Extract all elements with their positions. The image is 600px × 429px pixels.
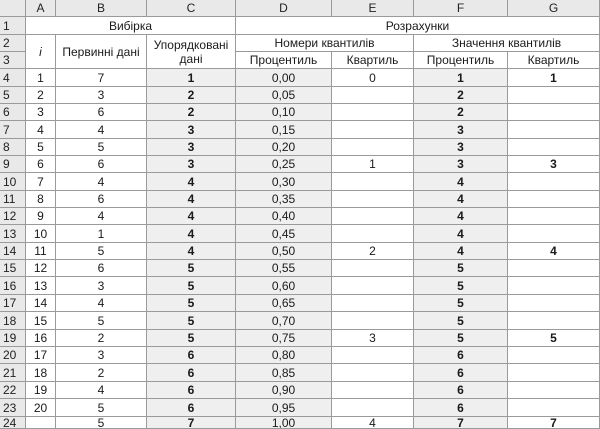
row-header-23[interactable]: 23 [0,399,26,417]
cell-E17[interactable] [332,295,414,312]
cell-D20[interactable]: 0,80 [236,347,332,364]
cell-C24[interactable]: 7 [147,417,236,429]
cell-E21[interactable] [332,364,414,382]
cell-B7[interactable]: 4 [56,121,147,139]
cell-C16[interactable]: 5 [147,277,236,295]
cell-B21[interactable]: 2 [56,364,147,382]
cell-A24[interactable] [26,417,56,429]
cell-G10[interactable] [508,173,600,191]
cell-A20[interactable]: 17 [26,347,56,364]
header-ordered-data[interactable]: Упорядковані дані [147,35,236,69]
cell-A16[interactable]: 13 [26,277,56,295]
cell-B6[interactable]: 6 [56,104,147,121]
cell-G5[interactable] [508,87,600,104]
row-header-7[interactable]: 7 [0,121,26,139]
row-header-6[interactable]: 6 [0,104,26,121]
cell-C22[interactable]: 6 [147,382,236,399]
cell-B19[interactable]: 2 [56,330,147,347]
row-header-1[interactable]: 1 [0,17,26,35]
cell-G23[interactable] [508,399,600,417]
cell-D15[interactable]: 0,55 [236,260,332,277]
cell-G20[interactable] [508,347,600,364]
header-percentile-number[interactable]: Процентиль [236,52,332,69]
row-header-13[interactable]: 13 [0,225,26,243]
cell-B20[interactable]: 3 [56,347,147,364]
cell-F20[interactable]: 6 [414,347,508,364]
cell-A12[interactable]: 9 [26,208,56,225]
cell-E13[interactable] [332,225,414,243]
cell-F9[interactable]: 3 [414,156,508,173]
row-header-5[interactable]: 5 [0,87,26,104]
cell-G9[interactable]: 3 [508,156,600,173]
row-header-14[interactable]: 14 [0,243,26,260]
cell-G11[interactable] [508,191,600,208]
cell-G14[interactable]: 4 [508,243,600,260]
column-header-D[interactable]: D [236,0,332,17]
cell-B13[interactable]: 1 [56,225,147,243]
cell-C5[interactable]: 2 [147,87,236,104]
cell-D22[interactable]: 0,90 [236,382,332,399]
cell-F16[interactable]: 5 [414,277,508,295]
header-primary-data[interactable]: Первинні дані [56,35,147,69]
row-header-9[interactable]: 9 [0,156,26,173]
cell-E23[interactable] [332,399,414,417]
cell-F10[interactable]: 4 [414,173,508,191]
cell-A23[interactable]: 20 [26,399,56,417]
column-header-E[interactable]: E [332,0,414,17]
cell-B15[interactable]: 6 [56,260,147,277]
cell-F12[interactable]: 4 [414,208,508,225]
cell-A14[interactable]: 11 [26,243,56,260]
cell-C11[interactable]: 4 [147,191,236,208]
cell-F14[interactable]: 4 [414,243,508,260]
cell-A9[interactable]: 6 [26,156,56,173]
row-header-19[interactable]: 19 [0,330,26,347]
row-header-21[interactable]: 21 [0,364,26,382]
cell-C17[interactable]: 5 [147,295,236,312]
column-header-B[interactable]: B [56,0,147,17]
cell-D6[interactable]: 0,10 [236,104,332,121]
column-header-F[interactable]: F [414,0,508,17]
cell-C21[interactable]: 6 [147,364,236,382]
cell-F24[interactable]: 7 [414,417,508,429]
cell-B5[interactable]: 3 [56,87,147,104]
row-header-24[interactable]: 24 [0,417,26,429]
cell-C8[interactable]: 3 [147,139,236,156]
header-i[interactable]: i [26,35,56,69]
cell-E14[interactable]: 2 [332,243,414,260]
cell-A18[interactable]: 15 [26,312,56,330]
row-header-2[interactable]: 2 [0,35,26,52]
cell-D8[interactable]: 0,20 [236,139,332,156]
cell-F18[interactable]: 5 [414,312,508,330]
row-header-17[interactable]: 17 [0,295,26,312]
cell-A22[interactable]: 19 [26,382,56,399]
cell-E6[interactable] [332,104,414,121]
cell-E10[interactable] [332,173,414,191]
cell-C20[interactable]: 6 [147,347,236,364]
header-quantile-values[interactable]: Значення квантилів [414,35,600,52]
cell-F7[interactable]: 3 [414,121,508,139]
cell-E24[interactable]: 4 [332,417,414,429]
cell-E4[interactable]: 0 [332,69,414,87]
cell-D10[interactable]: 0,30 [236,173,332,191]
cell-F11[interactable]: 4 [414,191,508,208]
cell-B18[interactable]: 5 [56,312,147,330]
cell-C14[interactable]: 4 [147,243,236,260]
cell-F22[interactable]: 6 [414,382,508,399]
cell-D17[interactable]: 0,65 [236,295,332,312]
cell-B17[interactable]: 4 [56,295,147,312]
cell-A13[interactable]: 10 [26,225,56,243]
cell-G6[interactable] [508,104,600,121]
cell-G8[interactable] [508,139,600,156]
row-header-20[interactable]: 20 [0,347,26,364]
cell-A8[interactable]: 5 [26,139,56,156]
cell-D21[interactable]: 0,85 [236,364,332,382]
cell-E9[interactable]: 1 [332,156,414,173]
header-quartile-number[interactable]: Квартиль [332,52,414,69]
header-quartile-value[interactable]: Квартиль [508,52,600,69]
cell-B10[interactable]: 4 [56,173,147,191]
cell-G7[interactable] [508,121,600,139]
cell-D23[interactable]: 0,95 [236,399,332,417]
cell-G12[interactable] [508,208,600,225]
cell-E7[interactable] [332,121,414,139]
cell-A10[interactable]: 7 [26,173,56,191]
row-header-3[interactable]: 3 [0,52,26,69]
header-calculations[interactable]: Розрахунки [236,17,600,35]
cell-F5[interactable]: 2 [414,87,508,104]
cell-G4[interactable]: 1 [508,69,600,87]
cell-D11[interactable]: 0,35 [236,191,332,208]
cell-F23[interactable]: 6 [414,399,508,417]
cell-D12[interactable]: 0,40 [236,208,332,225]
row-header-18[interactable]: 18 [0,312,26,330]
cell-A15[interactable]: 12 [26,260,56,277]
cell-D14[interactable]: 0,50 [236,243,332,260]
cell-D4[interactable]: 0,00 [236,69,332,87]
cell-D9[interactable]: 0,25 [236,156,332,173]
cell-G19[interactable]: 5 [508,330,600,347]
cell-C4[interactable]: 1 [147,69,236,87]
cell-D24[interactable]: 1,00 [236,417,332,429]
row-header-11[interactable]: 11 [0,191,26,208]
cell-B22[interactable]: 4 [56,382,147,399]
cell-C6[interactable]: 2 [147,104,236,121]
cell-F17[interactable]: 5 [414,295,508,312]
cell-F8[interactable]: 3 [414,139,508,156]
cell-A11[interactable]: 8 [26,191,56,208]
cell-A5[interactable]: 2 [26,87,56,104]
cell-G13[interactable] [508,225,600,243]
cell-B12[interactable]: 4 [56,208,147,225]
cell-B14[interactable]: 5 [56,243,147,260]
cell-E20[interactable] [332,347,414,364]
cell-B4[interactable]: 7 [56,69,147,87]
row-header-15[interactable]: 15 [0,260,26,277]
header-quantile-numbers[interactable]: Номери квантилів [236,35,414,52]
cell-D18[interactable]: 0,70 [236,312,332,330]
row-header-16[interactable]: 16 [0,277,26,295]
cell-B9[interactable]: 6 [56,156,147,173]
cell-E8[interactable] [332,139,414,156]
header-sample[interactable]: Вибірка [26,17,236,35]
column-header-C[interactable]: C [147,0,236,17]
cell-A17[interactable]: 14 [26,295,56,312]
cell-B8[interactable]: 5 [56,139,147,156]
cell-E15[interactable] [332,260,414,277]
cell-G17[interactable] [508,295,600,312]
cell-C23[interactable]: 6 [147,399,236,417]
cell-F13[interactable]: 4 [414,225,508,243]
cell-G16[interactable] [508,277,600,295]
cell-E5[interactable] [332,87,414,104]
cell-C9[interactable]: 3 [147,156,236,173]
cell-E22[interactable] [332,382,414,399]
cell-C10[interactable]: 4 [147,173,236,191]
cell-C7[interactable]: 3 [147,121,236,139]
row-header-12[interactable]: 12 [0,208,26,225]
column-header-G[interactable]: G [508,0,600,17]
cell-C19[interactable]: 5 [147,330,236,347]
cell-B24[interactable]: 5 [56,417,147,429]
cell-D5[interactable]: 0,05 [236,87,332,104]
cell-E11[interactable] [332,191,414,208]
cell-C12[interactable]: 4 [147,208,236,225]
cell-D16[interactable]: 0,60 [236,277,332,295]
cell-E19[interactable]: 3 [332,330,414,347]
cell-F6[interactable]: 2 [414,104,508,121]
cell-A19[interactable]: 16 [26,330,56,347]
row-header-10[interactable]: 10 [0,173,26,191]
cell-F21[interactable]: 6 [414,364,508,382]
cell-C13[interactable]: 4 [147,225,236,243]
cell-B11[interactable]: 6 [56,191,147,208]
cell-E16[interactable] [332,277,414,295]
cell-C18[interactable]: 5 [147,312,236,330]
cell-G21[interactable] [508,364,600,382]
row-header-22[interactable]: 22 [0,382,26,399]
column-header-A[interactable]: A [26,0,56,17]
row-header-4[interactable]: 4 [0,69,26,87]
row-header-8[interactable]: 8 [0,139,26,156]
cell-D13[interactable]: 0,45 [236,225,332,243]
cell-G18[interactable] [508,312,600,330]
header-percentile-value[interactable]: Процентиль [414,52,508,69]
cell-F4[interactable]: 1 [414,69,508,87]
cell-F19[interactable]: 5 [414,330,508,347]
cell-E12[interactable] [332,208,414,225]
cell-A4[interactable]: 1 [26,69,56,87]
cell-A7[interactable]: 4 [26,121,56,139]
cell-G22[interactable] [508,382,600,399]
cell-D7[interactable]: 0,15 [236,121,332,139]
cell-G24[interactable]: 7 [508,417,600,429]
cell-B16[interactable]: 3 [56,277,147,295]
cell-A6[interactable]: 3 [26,104,56,121]
select-all-corner[interactable] [0,0,26,17]
cell-C15[interactable]: 5 [147,260,236,277]
cell-F15[interactable]: 5 [414,260,508,277]
cell-D19[interactable]: 0,75 [236,330,332,347]
cell-E18[interactable] [332,312,414,330]
cell-B23[interactable]: 5 [56,399,147,417]
cell-A21[interactable]: 18 [26,364,56,382]
cell-G15[interactable] [508,260,600,277]
